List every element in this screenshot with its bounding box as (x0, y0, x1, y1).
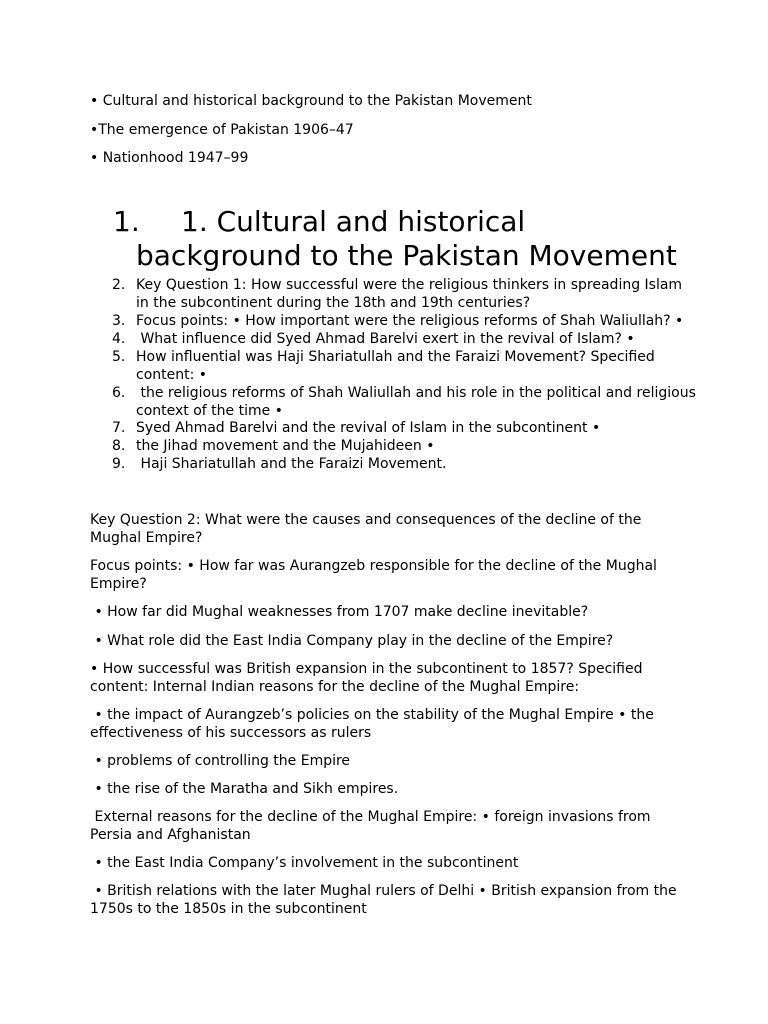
intro-bullet: •The emergence of Pakistan 1906–47 (90, 122, 354, 138)
heading-number: 1. (113, 205, 140, 238)
list-item (112, 419, 696, 437)
list-item (112, 276, 696, 312)
list-text: How influential was Haji Shariatullah and the Faraizi Movement? Specified content: • (136, 349, 655, 383)
list-text: What influence did Syed Ahmad Barelvi exert in the revival of Islam? • (136, 331, 635, 347)
list-item (112, 384, 701, 420)
list-number: 6. (112, 385, 126, 401)
list-text: the religious reforms of Shah Waliullah and his role in the political and religious context of the time • (136, 385, 701, 419)
list-number: 2. (112, 277, 126, 293)
list-text: Focus points: • How important were the religious reforms of Shah Waliullah? • (136, 313, 684, 329)
paragraph: • British relations with the later Mughal rulers of Delhi • British expansion from the 1750s to the 1850s in the subcontinent (90, 883, 682, 917)
list-item (112, 312, 696, 330)
paragraph: • the impact of Aurangzeb’s policies on the stability of the Mughal Empire • the effectiveness of his successors as rulers (90, 707, 659, 741)
paragraph: • the rise of the Maratha and Sikh empires. (90, 781, 399, 797)
paragraph: • the East India Company’s involvement in the subcontinent (90, 855, 519, 871)
paragraph: • How far did Mughal weaknesses from 1707 make decline inevitable? (90, 604, 589, 620)
list-item (112, 330, 696, 348)
paragraph: • problems of controlling the Empire (90, 753, 351, 769)
list-text: Syed Ahmad Barelvi and the revival of Islam in the subcontinent • (136, 420, 601, 436)
paragraph: • How successful was British expansion in the subcontinent to 1857? Specified content: Internal Indian reasons for the decline of the Mughal Empire: (90, 661, 643, 695)
list-item (112, 348, 696, 384)
intro-bullet: • Cultural and historical background to the Pakistan Movement (90, 93, 532, 109)
list-text: the Jihad movement and the Mujahideen • (136, 438, 435, 454)
list-text: Haji Shariatullah and the Faraizi Movement. (136, 456, 447, 472)
paragraph: • What role did the East India Company play in the decline of the Empire? (90, 633, 614, 649)
paragraph: Key Question 2: What were the causes and consequences of the decline of the Mughal Empire? (90, 512, 642, 546)
list-item (112, 437, 696, 455)
list-number: 5. (112, 349, 126, 365)
list-text: Key Question 1: How successful were the religious thinkers in spreading Islam in the subcontinent during the 18th and 19th centuries? (136, 277, 683, 311)
intro-bullet: • Nationhood 1947–99 (90, 150, 249, 166)
list-number: 7. (112, 420, 126, 436)
list-number: 8. (112, 438, 126, 454)
paragraph: External reasons for the decline of the Mughal Empire: • foreign invasions from Persia and Afghanistan (90, 809, 656, 843)
paragraph: Focus points: • How far was Aurangzeb responsible for the decline of the Mughal Empire? (90, 558, 657, 592)
list-number: 3. (112, 313, 126, 329)
list-item (112, 455, 696, 473)
list-number: 4. (112, 331, 126, 347)
section-heading: 1. Cultural and historical background to the Pakistan Movement (136, 205, 677, 272)
list-number: 9. (112, 456, 126, 472)
